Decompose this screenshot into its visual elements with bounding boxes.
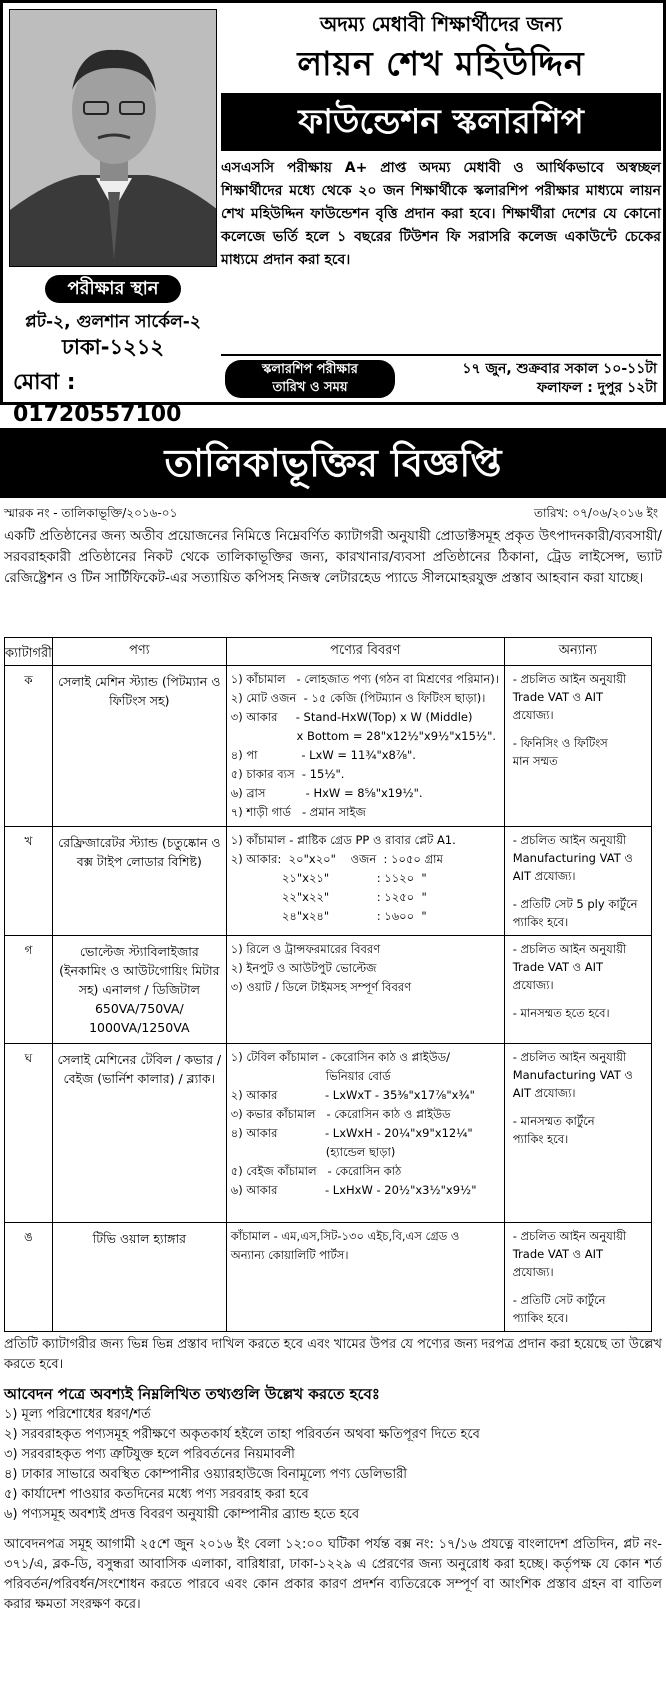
venue-address-line1: প্লট-২, গুলশান সার্কেল-২ <box>25 312 201 332</box>
row-other <box>504 936 651 1044</box>
footer-heading: আবেদন পত্রে অবশ্যই নিম্নলিখিত তথ্যগুলি উল্লেখ করতে হবেঃ <box>4 1385 380 1403</box>
header-product: পণ্য <box>52 638 226 666</box>
ad-tagline: অদম্য মেধাবী শিক্ষার্থীদের জন্য <box>319 12 563 36</box>
description-line: ৪) আকার - LxWxH - 20¼"x9"x12¼" <box>230 1126 473 1140</box>
other-line <box>513 885 647 895</box>
footer-submission-text: আবেদনপত্র সমূহ আগামী ২৫শে জুন ২০১৬ ইং বেলা ১২:০০ ঘটিকা পর্যন্ত বক্স নং: ১৭/১৬ প্রযত্নে বাংলাদেশ প্রতিদিন, প্লট নং- ৩৭১/এ, ব্লক-ডি, বসুন্ধরা আবাসিক এলাকা, বারিধারা, ঢাকা-১২২৯ এ প্রেরণের জন্য অনুরোধ করা হচ্ছে। কর্তৃপক্ষ যে কোন শর্ত পরিবর্তন/পরিবর্ধন/সংশোধন করতে পারবে এবং কোন প্রকার কারণ প্রদর্শন ব্যতিরেকে সম্পূর্ণ বা আংশিক প্রস্তাব গ্রহন বা বাতিল করার ক্ষমতা সংরক্ষণ করে। <box>4 1537 662 1612</box>
description-line: ৫) বেইজ কাঁচামাল - কেরোসিন কাঠ <box>230 1164 402 1178</box>
other-line: - প্রচলিত আইন অনুযায়ী <box>512 1229 627 1243</box>
exam-venue-badge: পরীক্ষার স্থান <box>45 275 181 303</box>
row-description <box>226 1223 504 1332</box>
header-other: অন্যান্য <box>504 638 651 666</box>
other-line: প্যাকিং হবে। <box>512 915 569 929</box>
description-line: ১) কাঁচামাল - প্লাষ্টিক গ্রেড PP ও রাবার প্লেট A1. <box>230 833 456 847</box>
notice-title: তালিকাভূক্তির বিজ্ঞপ্তি <box>0 428 666 498</box>
row-category: খ <box>5 827 53 936</box>
row-product: ভোল্টেজ স্ট্যাবিলাইজার (ইনকামিং ও আউটগোয়িং মিটার সহ) এনালগ / ডিজিটাল 650VA/750VA/ 1000VA/1250VA <box>52 936 226 1044</box>
list-item: ২) সরবরাহকৃত পণ্যসমূহ পরীক্ষণে অকৃতকার্য হইলে তাহা পরিবর্তন অথবা ক্ষতিপূরণ দিতে হবে <box>4 1427 480 1442</box>
table-body <box>5 666 652 1332</box>
description-line: (হ্যান্ডেল ছাড়া) <box>230 1145 396 1159</box>
table-header-row <box>5 638 652 666</box>
description-line: ৩) ওয়াট / ডিলে টাইমসহ সম্পূর্ণ বিবরণ <box>230 980 412 994</box>
portrait-photo <box>9 9 217 267</box>
phone-number: মোবা : 01720557100 <box>13 370 182 427</box>
row-other <box>504 1223 651 1332</box>
other-line <box>513 1281 647 1291</box>
other-line: প্যাকিং হবে। <box>512 1311 569 1325</box>
table-row <box>5 827 652 936</box>
other-line: Trade VAT ও AIT <box>512 1247 604 1261</box>
other-line: প্যাকিং হবে। <box>512 1132 569 1146</box>
description-line: ৩) আকার - Stand-HxW(Top) x W (Middle) <box>230 710 473 724</box>
photo-column <box>9 9 217 427</box>
row-category: ঙ <box>5 1223 53 1332</box>
row-category: ক <box>5 666 53 827</box>
row-other <box>504 1044 651 1223</box>
row-description <box>226 666 504 827</box>
description-line: ২) আকার: ২০"x২০" ওজন : ১০৫০ গ্রাম <box>230 852 443 866</box>
row-description <box>226 936 504 1044</box>
other-line: Manufacturing VAT ও <box>512 851 633 865</box>
row-product: রেফ্রিজারেটর স্ট্যান্ড (চতুষ্কোন ও বক্স টাইপ লোডার বিশিষ্ট) <box>52 827 226 936</box>
exam-date-text <box>407 360 657 398</box>
exam-date-value: ১৭ জুন, শুক্রবার সকাল ১০-১১টা <box>462 361 657 377</box>
exam-date-label-line1: স্কলারশিপ পরীক্ষার <box>262 362 358 377</box>
row-product: টিভি ওয়াল হ্যাঙ্গার <box>52 1223 226 1332</box>
table-row <box>5 936 652 1044</box>
description-line: ৪) পা - LxW = 11¾"x8⅞". <box>230 748 416 762</box>
notice-date: তারিখ: ০৭/০৬/২০১৬ ইং <box>534 506 658 520</box>
row-category: গ <box>5 936 53 1044</box>
other-line: - প্রচলিত আইন অনুযায়ী <box>512 672 627 686</box>
memo-number: স্মারক নং - তালিকাভূক্তি/২০১৬-০১ <box>4 506 178 520</box>
other-line: প্রযোজ্য। <box>512 1265 554 1279</box>
footer-list <box>4 1405 662 1525</box>
other-line: মান সম্মত <box>512 754 558 768</box>
scholarship-ad <box>0 0 666 427</box>
description-line: ২) আকার - LxWxT - 35⅜"x17⅞"x¾" <box>230 1088 475 1102</box>
description-line: ৬) আকার - LxHxW - 20½"x3½"x9½" <box>230 1183 477 1197</box>
other-line <box>513 1102 647 1112</box>
table-row <box>5 1223 652 1332</box>
description-line: ৬) ব্রাস - HxW = 8⅝"x19½". <box>230 786 423 800</box>
other-line: AIT প্রযোজ্য। <box>512 869 576 883</box>
notice-footer <box>4 1335 662 1615</box>
list-item: ৬) পণ্যসমূহ অবশ্যই প্রদত্ত বিবরণ অনুযায়ী কোম্পানীর ব্র্যান্ড হতে হবে <box>4 1507 360 1522</box>
list-item: ১) মূল্য পরিশোধের ধরণ/শর্ত <box>4 1407 151 1422</box>
other-line: প্রযোজ্য। <box>512 708 554 722</box>
reference-row <box>4 505 662 523</box>
other-line: - প্রচলিত আইন অনুযায়ী <box>512 833 627 847</box>
ad-title: ফাউন্ডেশন স্কলারশিপ <box>221 93 661 151</box>
other-line: - প্রতিটি সেট 5 ply কার্টুনে <box>512 897 638 911</box>
description-line: কাঁচামাল - এম,এস,সিট-১৩০ এইচ,বি,এস গ্রেড ও <box>230 1229 460 1243</box>
ad-name: লায়ন শেখ মহিউদ্দিন <box>297 44 585 83</box>
exam-date-label <box>225 360 395 398</box>
other-line: - মানসম্মত হতে হবে। <box>512 1006 610 1020</box>
description-line: ২) মোট ওজন - ১৫ কেজি (পিটম্যান ও ফিটিংস ছাড়া)। <box>230 691 486 705</box>
list-item: ৩) সরবরাহকৃত পণ্য ত্রুটিযুক্ত হলে পরিবর্তনের নিয়মাবলী <box>4 1447 295 1462</box>
other-line: Trade VAT ও AIT <box>512 960 604 974</box>
description-line: ১) টেবিল কাঁচামাল - কেরোসিন কাঠ ও প্লাইউড/ <box>230 1050 451 1064</box>
other-line: - ফিনিসিং ও ফিটিংস <box>512 736 608 750</box>
notice-intro: একটি প্রতিষ্ঠানের জন্য অতীব প্রয়োজনের নিমিত্তে নিম্নেবর্ণিত ক্যাটাগরী অনুযায়ী প্রোডাক্টসমূহ প্রকৃত উৎপাদনকারী/ব্যবসায়ী/ সরবরাহকারী প্রতিষ্ঠানের নিকট থেকে তালিকাভূক্তির জন্য, কারখানার/ব্যবসা প্রতিষ্ঠানের ঠিকানা, ট্রেড লাইসেন্স, ভ্যাট রেজিষ্ট্রেশন ও টিন সার্টিফিকেট-এর সত্যায়িত কপিসহ নিজস্ব লেটারহেড প্যাডে সীলমোহরযুক্ত প্রস্তাব আহবান করা যাচ্ছে। <box>4 528 662 586</box>
items-table <box>4 637 652 1332</box>
exam-date-label-line2: তারিখ ও সময় <box>272 380 348 395</box>
exam-date-box <box>221 354 661 400</box>
venue-address-line2: ঢাকা-১২১২ <box>61 335 165 359</box>
row-category: ঘ <box>5 1044 53 1223</box>
list-item: ৪) ঢাকার সাভারে অবস্থিত কোম্পানীর ওয়্যারহাউজে বিনামূল্যে পণ্য ডেলিভারী <box>4 1467 407 1482</box>
row-description <box>226 1044 504 1223</box>
row-description <box>226 827 504 936</box>
other-line: Manufacturing VAT ও <box>512 1068 633 1082</box>
other-line <box>513 994 647 1004</box>
description-line: x Bottom = 28"x12½"x9½"x15½". <box>230 729 497 743</box>
ad-heading-column <box>221 9 661 272</box>
other-line: Trade VAT ও AIT <box>512 690 604 704</box>
header-description: পণ্যের বিবরণ <box>226 638 504 666</box>
other-line: প্রযোজ্য। <box>512 978 554 992</box>
footer-paragraph: প্রতিটি ক্যাটাগরীর জন্য ভিন্ন ভিন্ন প্রস্তাব দাখিল করতে হবে এবং খামের উপর যে পণ্যের জন্য দরপত্র প্রদান করা হয়েছে তা উল্লেখ করতে হবে। <box>4 1337 662 1372</box>
description-line: ৭) শাড়ী গার্ড - প্রমান সাইজ <box>230 805 366 819</box>
row-product: সেলাই মেশিনের টেবিল / কভার / বেইজ (ভার্নিশ কালার) / ব্ল্যাক। <box>52 1044 226 1223</box>
other-line: - প্রচলিত আইন অনুযায়ী <box>512 1050 627 1064</box>
table-row <box>5 1044 652 1223</box>
other-line: AIT প্রযোজ্য। <box>512 1086 576 1100</box>
description-line: ৩) কভার কাঁচামাল - কেরোসিন কাঠ ও প্লাইউড <box>230 1107 451 1121</box>
exam-result-value: ফলাফল : দুপুর ১২টা <box>536 380 657 396</box>
other-line: - প্রতিটি সেট কার্টুনে <box>512 1293 606 1307</box>
portrait-illustration <box>10 10 217 267</box>
row-other <box>504 827 651 936</box>
list-item: ৫) কার্যাদেশ পাওয়ার কতদিনের মধ্যে পণ্য সরবরাহ করা হবে <box>4 1487 309 1502</box>
table-row <box>5 666 652 827</box>
other-line <box>513 724 647 734</box>
description-line: ১) রিলে ও ট্রান্সফরমারের বিবরণ <box>230 942 381 956</box>
description-line: ২৪"x২৪" : ১৬০০ " <box>230 909 427 923</box>
description-line: ২) ইনপুট ও আউটপুট ভোল্টেজ <box>230 961 377 975</box>
row-other <box>504 666 651 827</box>
header-category: ক্যাটাগরী <box>5 638 53 666</box>
description-line: ভিনিয়ার বোর্ড <box>230 1069 391 1083</box>
other-line: - মানসম্মত কার্টুনে <box>512 1114 595 1128</box>
description-line: ২২"x২২" : ১২৫০ " <box>230 890 427 904</box>
ad-paragraph: এসএসসি পরীক্ষায় A+ প্রাপ্ত অদম্য মেধাবী ও আর্থিকভাবে অস্বচ্ছল শিক্ষার্থীদের মধ্যে থেকে ২০ জন শিক্ষার্থীকে স্কলারশিপ পরীক্ষার মাধ্যমে লায়ন শেখ মহিউদ্দিন ফাউন্ডেশন বৃত্তি প্রদান করা হবে। শিক্ষার্থীরা দেশের যে কোনো কলেজে ভর্তি হলে ১ বছরের টিউশন ফি সরাসরি কলেজ একাউন্টে চেকের মাধ্যমে প্রদান করা হবে। <box>221 160 661 268</box>
row-product: সেলাই মেশিন স্ট্যান্ড (পিটম্যান ও ফিটিংস সহ) <box>52 666 226 827</box>
description-line: অন্যান্য কোয়ালিটি পার্টস। <box>230 1248 349 1262</box>
description-line: ৫) চাকার ব্যস - 15½". <box>230 767 345 781</box>
description-line: ২১"x২১" : ১১২০ " <box>230 871 427 885</box>
other-line: - প্রচলিত আইন অনুযায়ী <box>512 942 627 956</box>
description-line: ১) কাঁচামাল - লোহজাত পণ্য (গঠন বা মিশ্রণের পরিমান)। <box>230 672 499 686</box>
